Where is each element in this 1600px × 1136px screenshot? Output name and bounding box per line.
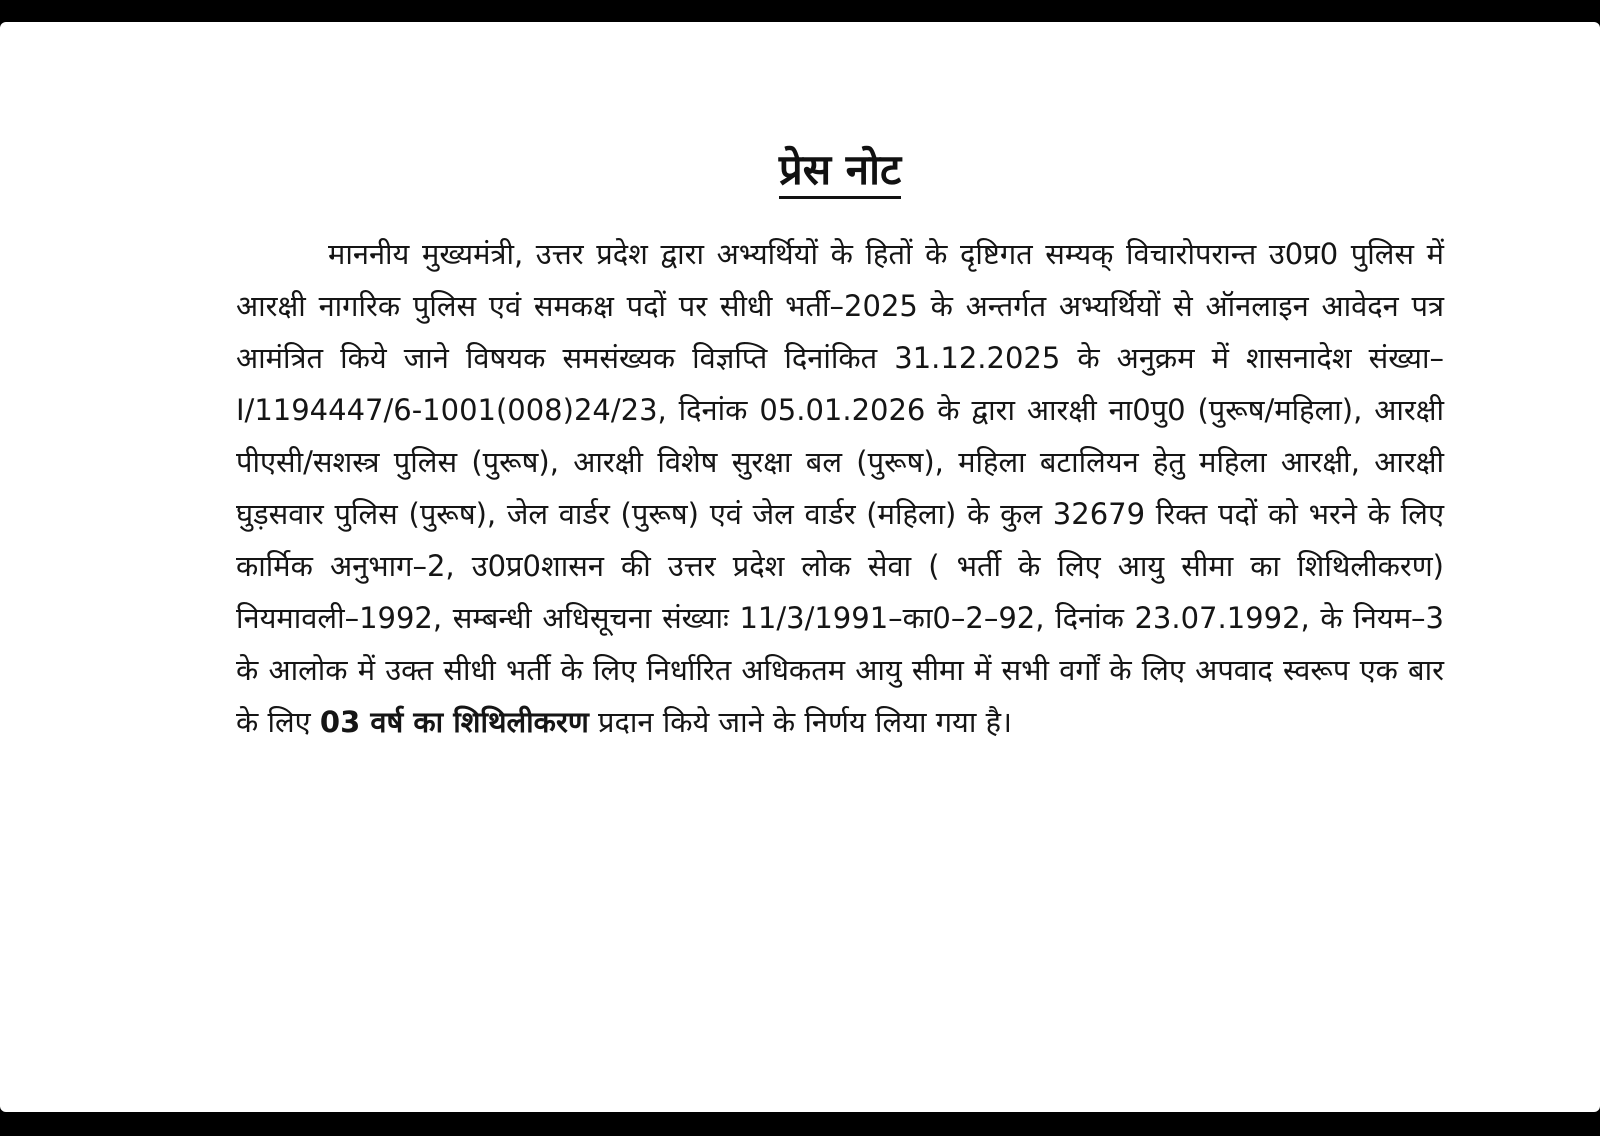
document-page: [0, 22, 1600, 1112]
paragraph-text-after-bold: प्रदान किये जाने के निर्णय लिया गया है।: [598, 705, 1012, 739]
press-note-title: [0, 140, 1600, 197]
press-note-paragraph: [236, 228, 1444, 748]
paragraph-bold-highlight: 03 वर्ष का शिथिलीकरण: [319, 705, 589, 739]
press-note-title-text: प्रेस नोट: [779, 145, 901, 199]
paragraph-text-before-bold: माननीय मुख्यमंत्री, उत्तर प्रदेश द्वारा अभ्यर्थियों के हितों के दृष्टिगत सम्यक् विचारोपरान्त उ0प्र0 पुलिस में आरक्षी नागरिक पुलिस एवं समकक्ष पदों पर सीधी भर्ती–2025 के अन्तर्गत अभ्यर्थियों से ऑनलाइन आवेदन पत्र आमंत्रित किये जाने विषयक समसंख्यक विज्ञप्ति दिनांकित 31.12.2025 के अनुक्रम में शासनादेश संख्या–I/1194447/6-1001(008)24/23, दिनांक 05.01.2026 के द्वारा आरक्षी ना0पु0 (पुरूष/महिला), आरक्षी पीएसी/सशस्त्र पुलिस (पुरूष), आरक्षी विशेष सुरक्षा बल (पुरूष), महिला बटालियन हेतु महिला आरक्षी, आरक्षी घुड़सवार पुलिस (पुरूष), जेल वार्डर (पुरूष) एवं जेल वार्डर (महिला) के कुल 32679 रिक्त पदों को भरने के लिए कार्मिक अनुभाग–2, उ0प्र0शासन की उत्तर प्रदेश लोक सेवा ( भर्ती के लिए आयु सीमा का शिथिलीकरण) नियमावली–1992, सम्बन्धी अधिसूचना संख्याः 11/3/1991–का0–2–92, दिनांक 23.07.1992, के नियम–3 के आलोक में उक्त सीधी भर्ती के लिए निर्धारित अधिकतम आयु सीमा में सभी वर्गों के लिए अपवाद स्वरूप एक बार के लिए: [236, 237, 1444, 739]
